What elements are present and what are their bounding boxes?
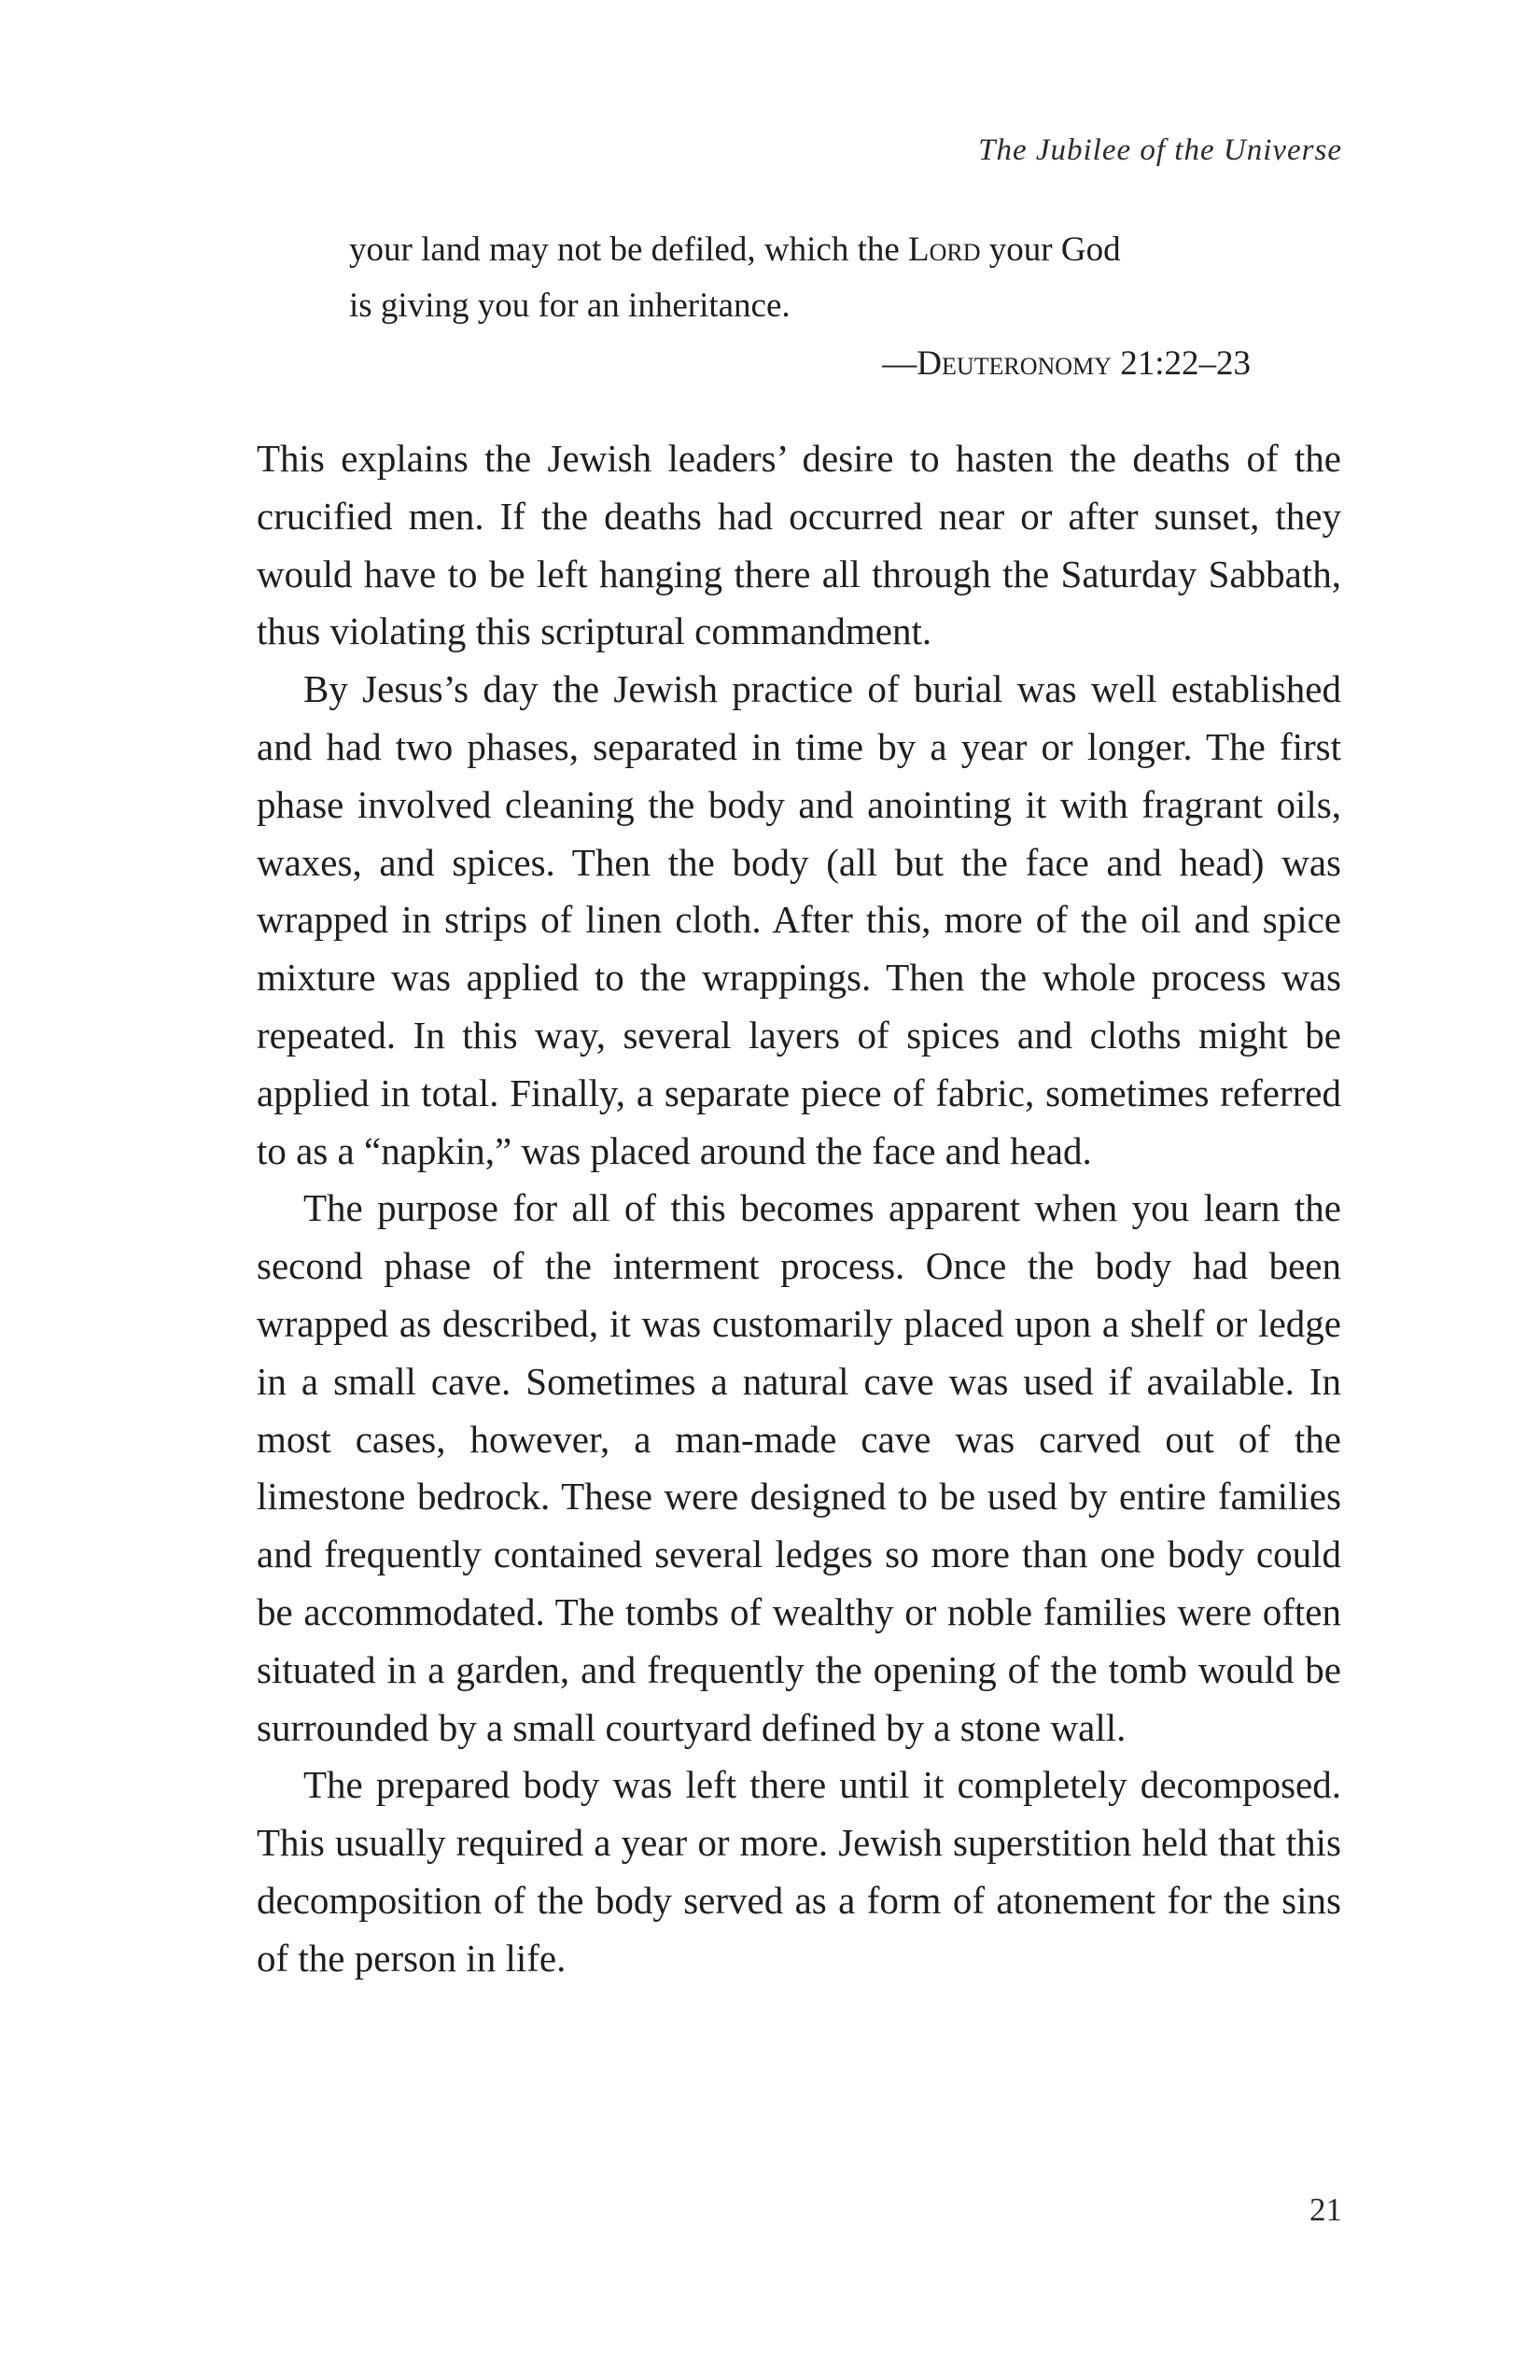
paragraph: The purpose for all of this becomes apparent when you learn the second phase of the interment process. Once the body had been wrapped as described, it was customarily placed upon a shelf or ledge in a small cave. Sometimes a natural cave was used if available. In most cases, however, a man-made cave was carved out of the limestone bedrock. These were designed to be used by entire families and frequently contained several ledges so more than one body could be accommodated. The tombs of wealthy or noble families were often situated in a garden, and frequently the opening of the tomb would be surrounded by a small courtyard defined by a stone wall. <box>257 1186 1341 1749</box>
running-head: The Jubilee of the Universe <box>978 133 1342 167</box>
body-text <box>257 430 1341 1988</box>
epigraph <box>349 222 1251 392</box>
paragraph: This explains the Jewish leaders’ desire to hasten the deaths of the crucified men. If the deaths had occurred near or after sunset, they would have to be left hanging there all through the Saturday Sabbath, thus violating this scriptural commandment. <box>257 437 1341 653</box>
epigraph-source-dash: — <box>882 344 917 383</box>
epigraph-source-reference: 21:22–23 <box>1111 344 1251 383</box>
epigraph-source-book: Deuteronomy <box>917 344 1112 383</box>
paragraph: By Jesus’s day the Jewish practice of burial was well established and had two phases, separated in time by a year or longer. The first phase involved cleaning the body and anointing it with fragrant oils, waxes, and spices. Then the body (all but the face and head) was wrapped in strips of linen cloth. After this, more of the oil and spice mixture was applied to the wrappings. Then the whole process was repeated. In this way, several layers of spices and cloths might be applied in total. Finally, a separate piece of fabric, sometimes referred to as a “napkin,” was placed around the face and head. <box>257 667 1341 1172</box>
epigraph-line-1-end: your God <box>980 231 1121 269</box>
page-number: 21 <box>1309 2191 1342 2228</box>
epigraph-line-1-start: your land may not be defiled, which the <box>349 231 909 269</box>
epigraph-source <box>349 336 1251 392</box>
epigraph-line-2: is giving you for an inheritance. <box>349 287 791 325</box>
paragraph: The prepared body was left there until it completely decomposed. This usually required a year or more. Jewish superstition held that this decomposition of the body served as a form of atonement for the sins of the person in life. <box>257 1763 1341 1980</box>
lord-small-caps: Lord <box>908 231 981 269</box>
epigraph-line-1 <box>349 222 1251 278</box>
